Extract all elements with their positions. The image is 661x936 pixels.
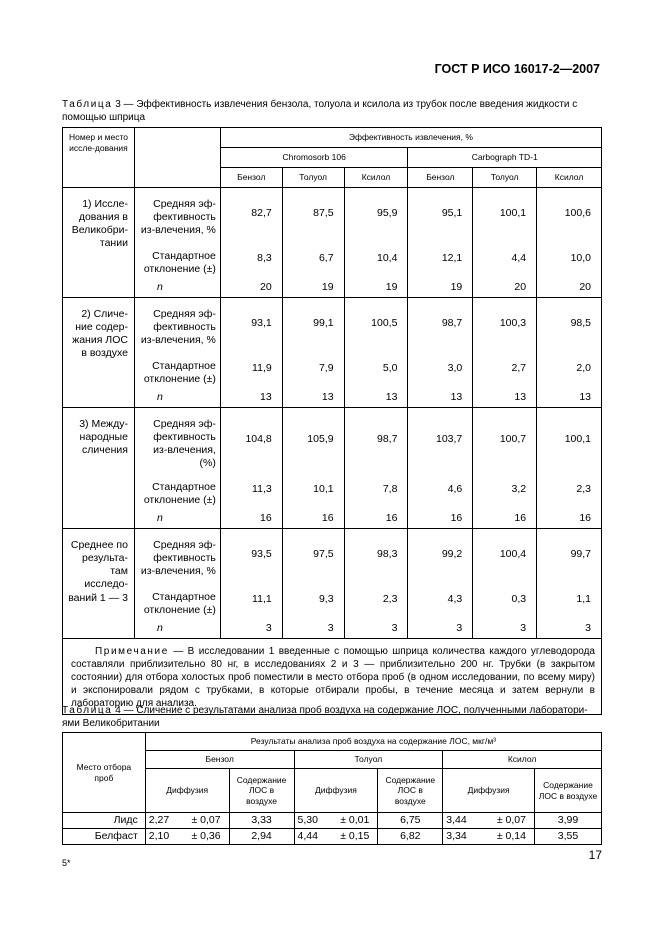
table3-cell: 99,7: [537, 529, 602, 581]
page-number: 17: [588, 848, 602, 862]
table3-cell: 13: [537, 388, 602, 408]
table3-cell: 19: [408, 278, 473, 298]
table4-cell: 5,30: [294, 813, 326, 829]
table4: [62, 732, 602, 845]
table3-cell: 8,3: [220, 240, 282, 278]
table4-diffusion-head: Диффузия: [294, 769, 378, 813]
table4-cell: 3,33: [229, 813, 294, 829]
table3-caption-prefix: Таблица: [62, 99, 113, 110]
table4-content-head: Содержание ЛОС в воздухе: [535, 769, 602, 813]
table4-cell: ± 0,07: [475, 813, 535, 829]
table3-cell: 5,0: [344, 350, 408, 388]
table3-cell: 3: [220, 619, 282, 639]
table3-cell: 13: [282, 388, 344, 408]
table3-stat-n-label: n: [134, 619, 220, 639]
table3-compound: Бензол: [408, 168, 473, 188]
table3-cell: 95,9: [344, 188, 408, 240]
table3-cell: 16: [473, 509, 537, 529]
table3-cell: 99,2: [408, 529, 473, 581]
table3-cell: 103,7: [408, 408, 473, 471]
table4-site: Белфаст: [63, 829, 146, 845]
table3-note-text: — В исследовании 1 введенные с помощью шприца количества каждого углеводорода составляли приблизительно 80 нг, в исследованиях 2 и 3 — приблизительно 200 нг. Трубки (в закрытом состоянии) для отбора холостых проб поместили в место отбора проб (в одном исследовании, по всему миру) и экспонировали рядом с трубками, в которые отбирали пробы, в течение месяца и затем вернули в лабораторию для анализа.: [71, 646, 595, 709]
table3-cell: 3,0: [408, 350, 473, 388]
table3-compound: Ксилол: [537, 168, 602, 188]
table3-cell: 16: [282, 509, 344, 529]
table3-cell: 7,9: [282, 350, 344, 388]
table3-stat-mean-label: Средняя эф-фективность из-влечения, %: [134, 298, 220, 350]
table3-cell: 100,6: [537, 188, 602, 240]
table3-compound: Ксилол: [344, 168, 408, 188]
table3-cell: 104,8: [220, 408, 282, 471]
table3-cell: 97,5: [282, 529, 344, 581]
table4-caption-text: 4 — Сличение с результатами анализа проб воздуха на содержание ЛОС, полученными лаборатори-ями Великобритании: [62, 705, 588, 729]
table3-cell: 6,7: [282, 240, 344, 278]
table4-diffusion-head: Диффузия: [443, 769, 535, 813]
table3-cell: 10,0: [537, 240, 602, 278]
table3-stat-sd-label: Стандартное отклонение (±): [134, 240, 220, 278]
table3-location: Среднее по результа-там исследо-ваний 1 — 3: [63, 529, 135, 639]
table3-cell: 1,1: [537, 581, 602, 619]
table4-site: Лидс: [63, 813, 146, 829]
table3-cell: 93,5: [220, 529, 282, 581]
table4-head-main: Результаты анализа проб воздуха на содержание ЛОС, мкг/м³: [145, 733, 601, 751]
table3-cell: 19: [344, 278, 408, 298]
table3-stat-sd-label: Стандартное отклонение (±): [134, 471, 220, 509]
table3-cell: 13: [344, 388, 408, 408]
table3-cell: 16: [408, 509, 473, 529]
table3-cell: 99,1: [282, 298, 344, 350]
table3-cell: 20: [220, 278, 282, 298]
table3-cell: 2,7: [473, 350, 537, 388]
table3-stat-n-label: n: [134, 509, 220, 529]
table4-cell: ± 0,01: [326, 813, 378, 829]
table4-cell: 6,75: [378, 813, 443, 829]
table4-caption: [62, 704, 602, 730]
table3-cell: 10,1: [282, 471, 344, 509]
table3-compound: Толуол: [473, 168, 537, 188]
table4-cell: ± 0,36: [177, 829, 229, 845]
table3-cell: 13: [408, 388, 473, 408]
table3-cell: 20: [473, 278, 537, 298]
table4-compound: Толуол: [294, 751, 443, 769]
table3-cell: 13: [220, 388, 282, 408]
table3-caption-text: 3 — Эффективность извлечения бензола, толуола и ксилола из трубок после введения жидкости с помощью шприца: [62, 99, 578, 123]
table3-compound: Толуол: [282, 168, 344, 188]
table4-compound: Ксилол: [443, 751, 602, 769]
table4-cell: 6,82: [378, 829, 443, 845]
table4-content-head: Содержание ЛОС в воздухе: [378, 769, 443, 813]
table4-diffusion-head: Диффузия: [145, 769, 229, 813]
table3-cell: 100,3: [473, 298, 537, 350]
table3-location: 3) Между-народные сличения: [63, 408, 135, 529]
table3-cell: 3: [408, 619, 473, 639]
table4-caption-prefix: Таблица: [62, 705, 113, 716]
table3-cell: 13: [473, 388, 537, 408]
table3-cell: 12,1: [408, 240, 473, 278]
footer-sheet-mark: 5*: [62, 858, 71, 868]
table3-stat-n-label: n: [134, 388, 220, 408]
table4-head-site: Место отбора проб: [63, 733, 146, 813]
table3-cell: 11,3: [220, 471, 282, 509]
table4-cell: 3,99: [535, 813, 602, 829]
table3-cell: 20: [537, 278, 602, 298]
table3-cell: 3: [282, 619, 344, 639]
table3-cell: 105,9: [282, 408, 344, 471]
table4-compound: Бензол: [145, 751, 294, 769]
table3-cell: 98,7: [344, 408, 408, 471]
table3-cell: 4,4: [473, 240, 537, 278]
table4-cell: 3,55: [535, 829, 602, 845]
table3-cell: 3: [344, 619, 408, 639]
document-code: ГОСТ Р ИСО 16017-2—2007: [434, 62, 600, 76]
table3-cell: 7,8: [344, 471, 408, 509]
table3: [62, 127, 602, 715]
table4-cell: 3,34: [443, 829, 475, 845]
table4-cell: ± 0,14: [475, 829, 535, 845]
table3-cell: 2,3: [537, 471, 602, 509]
table4-content-head: Содержание ЛОС в воздухе: [229, 769, 294, 813]
table3-cell: 100,1: [473, 188, 537, 240]
table3-location: 2) Сличе-ние содер-жания ЛОС в воздухе: [63, 298, 135, 408]
table3-cell: 100,5: [344, 298, 408, 350]
table3-stat-sd-label: Стандартное отклонение (±): [134, 581, 220, 619]
table3-cell: 19: [282, 278, 344, 298]
table3-stat-mean-label: Средняя эф-фективность из-влечения, %: [134, 529, 220, 581]
table3-compound: Бензол: [220, 168, 282, 188]
table3-cell: 11,9: [220, 350, 282, 388]
table3-cell: 10,4: [344, 240, 408, 278]
table3-cell: 100,4: [473, 529, 537, 581]
table3-cell: 2,3: [344, 581, 408, 619]
table3-head-main: Эффективность извлечения, %: [220, 128, 601, 148]
table4-cell: ± 0,15: [326, 829, 378, 845]
table3-location: 1) Иссле-дования в Великобри-тании: [63, 188, 135, 298]
table3-cell: 87,5: [282, 188, 344, 240]
table4-cell: 4,44: [294, 829, 326, 845]
table3-cell: 11,1: [220, 581, 282, 619]
table4-cell: 2,10: [145, 829, 177, 845]
table3-cell: 0,3: [473, 581, 537, 619]
table3-cell: 100,7: [473, 408, 537, 471]
table3-cell: 3: [473, 619, 537, 639]
table3-cell: 2,0: [537, 350, 602, 388]
table3-cell: 3: [537, 619, 602, 639]
table4-cell: ± 0,07: [177, 813, 229, 829]
table3-stat-sd-label: Стандартное отклонение (±): [134, 350, 220, 388]
table3-cell: 16: [537, 509, 602, 529]
table3-stat-mean-label: Средняя эф-фективность из-влечения, (%): [134, 408, 220, 471]
table3-cell: 98,7: [408, 298, 473, 350]
table3-cell: 98,3: [344, 529, 408, 581]
table3-note-label: Примечание: [95, 646, 169, 657]
table3-cell: 100,1: [537, 408, 602, 471]
table3-cell: 4,6: [408, 471, 473, 509]
table3-cell: 93,1: [220, 298, 282, 350]
table3-caption: [62, 98, 602, 124]
table3-stat-n-label: n: [134, 278, 220, 298]
table3-head-location: Номер и место иссле-дования: [63, 128, 135, 188]
table3-cell: 9,3: [282, 581, 344, 619]
table3-stat-mean-label: Средняя эф-фективность из-влечения, %: [134, 188, 220, 240]
table3-cell: 16: [220, 509, 282, 529]
table4-cell: 2,94: [229, 829, 294, 845]
table3-cell: 82,7: [220, 188, 282, 240]
table4-cell: 2,27: [145, 813, 177, 829]
table3-cell: 4,3: [408, 581, 473, 619]
table3-sorbent-2: Carbograph TD-1: [408, 148, 602, 168]
table3-cell: 98,5: [537, 298, 602, 350]
table3-cell: 95,1: [408, 188, 473, 240]
table4-cell: 3,44: [443, 813, 475, 829]
table3-cell: 3,2: [473, 471, 537, 509]
table3-cell: 16: [344, 509, 408, 529]
table3-sorbent-1: Chromosorb 106: [220, 148, 408, 168]
table3-head-empty: [134, 128, 220, 188]
